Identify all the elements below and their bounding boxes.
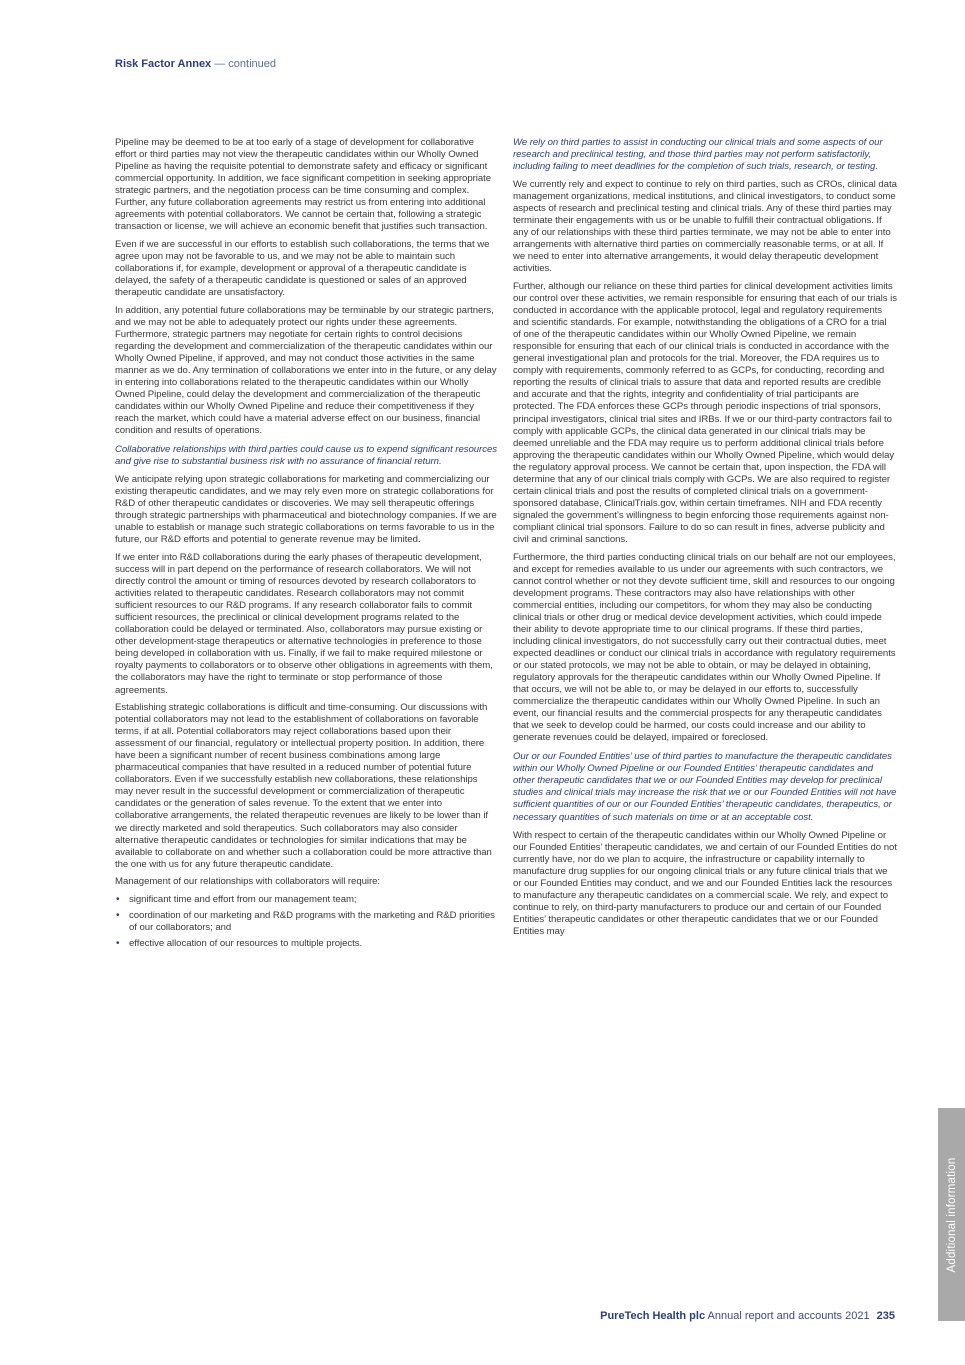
right-column	[513, 137, 897, 944]
paragraph: If we enter into R&D collaborations during the early phases of therapeutic development, success will in part depend on the performance of research collaborators. We will not directly control the amount or timing of resources devoted by research collaborators to activities related to therapeutic candidates. Research collaborators may not commit sufficient resources to our R&D programs. If any research collaborator fails to commit sufficient resources, the preclinical or clinical development programs related to the collaboration could be delayed or terminated. Also, collaborators may pursue existing or other development-stage therapeutics or alternative technologies in preference to those being developed in collaboration with us. Finally, if we fail to make required milestone or royalty payments to collaborators or to observe other obligations in agreements with them, the collaborators may have the right to terminate or stop performance of those agreements.	[115, 552, 493, 696]
report-title: Annual report and accounts 2021	[707, 1310, 870, 1322]
paragraph: Further, although our reliance on these third parties for clinical development activities limits our control over these activities, we remain responsible for ensuring that each of our trials is conducted in accordance with the applicable protocol, legal and regulatory requirements and scientific standards. For example, notwithstanding the obligations of a CRO for a trial of one of the therapeutic candidates within our Wholly Owned Pipeline, we remain responsible for ensuring that each of our clinical trials is conducted in accordance with the general investigational plan and protocols for the trial. Moreover, the FDA requires us to comply with requirements, commonly referred to as GCPs, for conducting, recording and reporting the results of clinical trials to assure that data and reported results are credible and accurate and that the rights, integrity and confidentiality of trial participants are protected. The FDA enforces these GCPs through periodic inspections of trial sponsors, principal investigators, clinical trial sites and IRBs. If we or our third-party contractors fail to comply with applicable GCPs, the clinical data generated in our clinical trials may be deemed unreliable and the FDA may require us to perform additional clinical trials before approving the therapeutic candidates within our Wholly Owned Pipeline, which would delay the regulatory approval process. We cannot be certain that, upon inspection, the FDA will determine that any of our clinical trials comply with GCPs. We are also required to register certain clinical trials and post the results of completed clinical trials on a government-sponsored database, ClinicalTrials.gov, within certain timeframes. NIH and FDA recently signaled the government’s willingness to begin enforcing those requirements against non-compliant clinical trial sponsors. Failure to do so can result in fines, adverse publicity and civil and criminal sanctions.	[513, 281, 897, 545]
side-tab-label: Additional information	[945, 1157, 958, 1272]
paragraph: In addition, any potential future collaborations may be terminable by our strategic partners, and we may not be able to adequately protect our rights under these agreements. Furthermore, strategic partners may negotiate for certain rights to control decisions regarding the development and commercialization of the therapeutic candidates within our Wholly Owned Pipeline, if approved, and may not conduct those activities in the same manner as we do. Any termination of collaborations we enter into in the future, or any delay in entering into collaborations related to the therapeutic candidates within our Wholly Owned Pipeline, could delay the development and commercialization of the therapeutic candidates within our Wholly Owned Pipeline and reduce their competitiveness if they reach the market, which could have a material adverse effect on our business, financial condition and results of operations.	[115, 304, 497, 437]
paragraph: Pipeline may be deemed to be at too early of a stage of development for collaborative effort or third parties may not view the therapeutic candidates within our Wholly Owned Pipeline as having the requisite potential to demonstrate safety and efficacy or significant commercial opportunity. In addition, we face significant competition in seeking appropriate strategic partners, and the negotiation process can be time consuming and complex. Further, any future collaboration agreements may restrict us from entering into additional agreements with potential collaborators. We cannot be certain that, following a strategic transaction or license, we will achieve an economic benefit that justifies such transaction.	[115, 137, 492, 233]
paragraph: Management of our relationships with collaborators will require:	[115, 876, 381, 888]
bullet-icon: •	[116, 893, 120, 905]
bullet-item: • significant time and effort from our management team;	[116, 893, 357, 905]
page-number: 235	[876, 1310, 895, 1322]
risk-heading: We rely on third parties to assist in conducting our clinical trials and some aspects of our research and preclinical testing, and those third parties may not perform satisfactorily, including failing to meet deadlines for the completion of such trials, research, or testing.	[513, 137, 883, 173]
paragraph: We currently rely and expect to continue to rely on third parties, such as CROs, clinical data management organizations, medical institutions, and clinical investigators, to conduct some aspects of research and preclinical testing and clinical trials. Any of these third parties may terminate their engagements with us or be unable to fulfill their contractual obligations. If any of our relationships with these third parties terminate, we may not be able to enter into arrangements with alternative third parties on commercially reasonable terms, or at all. If we need to enter into alternative arrangements, it would delay therapeutic development activities.	[513, 179, 897, 275]
bullet-list	[115, 894, 497, 950]
page-footer	[600, 1310, 895, 1322]
bullet-item: • effective allocation of our resources to multiple projects.	[116, 937, 363, 949]
section-side-tab	[938, 1108, 965, 1321]
bullet-icon: •	[116, 909, 120, 921]
paragraph: With respect to certain of the therapeutic candidates within our Wholly Owned Pipeline or our Founded Entities’ therapeutic candidates, we and certain of our Founded Entities do not currently have, nor do we plan to acquire, the infrastructure or capability internally to manufacture drug supplies for our ongoing clinical trials or any future clinical trials that we or our Founded Entities may conduct, and we and our Founded Entities lack the resources to manufacture any therapeutic candidates on a commercial scale. We rely, and expect to continue to rely, on third-party manufacturers to produce our and certain of our Founded Entities’ therapeutic candidates or other therapeutic candidates that we or our Founded Entities may	[513, 829, 897, 937]
section-title: Risk Factor Annex	[115, 58, 212, 70]
paragraph: We anticipate relying upon strategic collaborations for marketing and commercializing our existing therapeutic candidates, and we may rely even more on strategic collaborations for R&D of other therapeutic candidates or discoveries. We may sell therapeutic offerings through strategic partnerships with pharmaceutical and biotechnology companies. If we are unable to establish or manage such strategic collaborations on terms favorable to us in the future, our R&D efforts and potential to generate revenue may be limited.	[115, 474, 497, 546]
bullet-icon: •	[116, 937, 120, 949]
paragraph: Furthermore, the third parties conducting clinical trials on our behalf are not our employees, and except for remedies available to us under our agreements with such contractors, we cannot control whether or not they devote sufficient time, skill and resources to our ongoing development programs. These contractors may also have relationships with other commercial entities, including our competitors, for whom they may also be conducting clinical trials or other drug or medical device development activities, which could impede their ability to devote appropriate time to our clinical programs. If these third parties, including clinical investigators, do not successfully carry out their contractual duties, meet expected deadlines or conduct our clinical trials in accordance with regulatory requirements or our stated protocols, we may not be able to obtain, or may be delayed in obtaining, regulatory approvals for the therapeutic candidates within our Wholly Owned Pipeline. If that occurs, we will not be able to, or may be delayed in our efforts to, successfully commercialize the therapeutic candidates within our Wholly Owned Pipeline. In such an event, our financial results and the commercial prospects for any therapeutic candidates that we seek to develop could be harmed, our costs could increase and our ability to generate revenues could be delayed, impaired or foreclosed.	[513, 551, 896, 744]
section-continued: — continued	[211, 58, 277, 70]
risk-heading: Collaborative relationships with third parties could cause us to expend significant resources and give rise to substantial business risk with no assurance of financial return.	[115, 444, 497, 468]
running-header	[115, 58, 276, 70]
risk-heading: Our or our Founded Entities’ use of third parties to manufacture the therapeutic candidates within our Wholly Owned Pipeline or our Founded Entities’ therapeutic candidates and other therapeutic candidates that we or our Founded Entities may develop for preclinical studies and clinical trials may increase the risk that we or our Founded Entities will not have sufficient quantities of our or our Founded Entities’ therapeutic candidates, therapeutics, or necessary quantities of such materials on time or at an acceptable cost.	[513, 751, 897, 823]
left-column	[115, 137, 497, 954]
paragraph: Even if we are successful in our efforts to establish such collaborations, the terms that we agree upon may not be favorable to us, and we may not be able to maintain such collaborations if, for example, development or approval of a therapeutic candidate is delayed, the safety of a therapeutic candidate is questioned or sales of an approved therapeutic candidate are unsatisfactory.	[115, 238, 490, 299]
bullet-item: • coordination of our marketing and R&D programs with the marketing and R&D priorities of our collaborators; and	[116, 909, 495, 933]
paragraph: Establishing strategic collaborations is difficult and time-consuming. Our discussions with potential collaborators may not lead to the establishment of collaborations on favorable terms, if at all. Potential collaborators may reject collaborations based upon their assessment of our financial, regulatory or intellectual property position. In addition, there have been a significant number of recent business combinations among large pharmaceutical companies that have resulted in a reduced number of potential future collaborators. Even if we successfully establish new collaborations, these relationships may never result in the successful development or commercialization of therapeutic candidates or the generation of sales revenue. To the extent that we enter into collaborative arrangements, the related therapeutic revenues are likely to be lower than if we directly marketed and sold therapeutics. Such collaborators may also consider alternative therapeutic candidates or technologies for similar indications that may be available to collaborate on and whether such a collaboration could be more attractive than the one with us for any future therapeutic candidate.	[115, 702, 492, 870]
company-name: PureTech Health plc	[600, 1310, 706, 1322]
